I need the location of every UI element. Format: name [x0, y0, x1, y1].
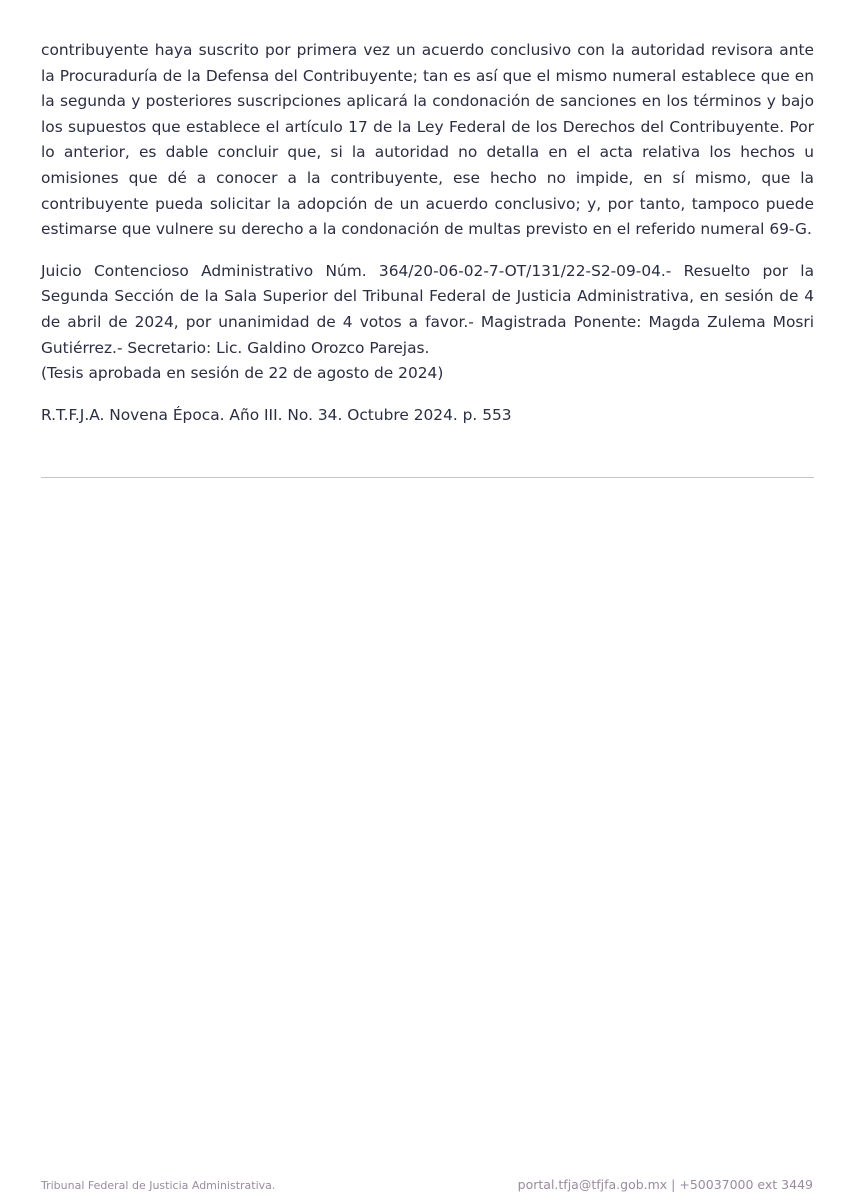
- section-divider: [41, 477, 814, 478]
- body-paragraph: contribuyente haya suscrito por primera vez un acuerdo conclusivo con la autoridad revisora ante la Procuraduría de la Defensa del Contribuyente; tan es así que el mismo numeral establece que en la segunda y posteriores suscripciones aplicará la condonación de sanciones en los términos y bajo los supuestos que establece el artículo 17 de la Ley Federal de los Derechos del Contribuyente. Por lo anterior, es dable concluir que, si la autoridad no detalla en el acta relativa los hechos u omisiones que dé a conocer a la contribuyente, ese hecho no impide, en sí mismo, que la contribuyente pueda solicitar la adopción de un acuerdo conclusivo; y, por tanto, tampoco puede estimarse que vulnere su derecho a la condonación de multas previsto en el referido numeral 69-G.: [41, 41, 814, 239]
- ruling-block: [41, 259, 814, 387]
- footer-contact: portal.tfja@tfjfa.gob.mx | +50037000 ext 3449: [517, 1177, 813, 1192]
- publication-reference: R.T.F.J.A. Novena Época. Año III. No. 34. Octubre 2024. p. 553: [41, 405, 512, 424]
- ruling-text: Juicio Contencioso Administrativo Núm. 364/20-06-02-7-OT/131/22-S2-09-04.- Resuelto por la Segunda Sección de la Sala Superior del Tribunal Federal de Justicia Administrativa, en sesión de 4 de abril de 2024, por unanimidad de 4 votos a favor.- Magistrada Ponente: Magda Zulema Mosri Gutiérrez.- Secretario: Lic. Galdino Orozco Parejas.: [41, 261, 814, 357]
- approval-note: (Tesis aprobada en sesión de 22 de agosto de 2024): [41, 364, 444, 383]
- footer-institution: Tribunal Federal de Justicia Administrativa.: [41, 1179, 276, 1192]
- document-page: [41, 38, 814, 428]
